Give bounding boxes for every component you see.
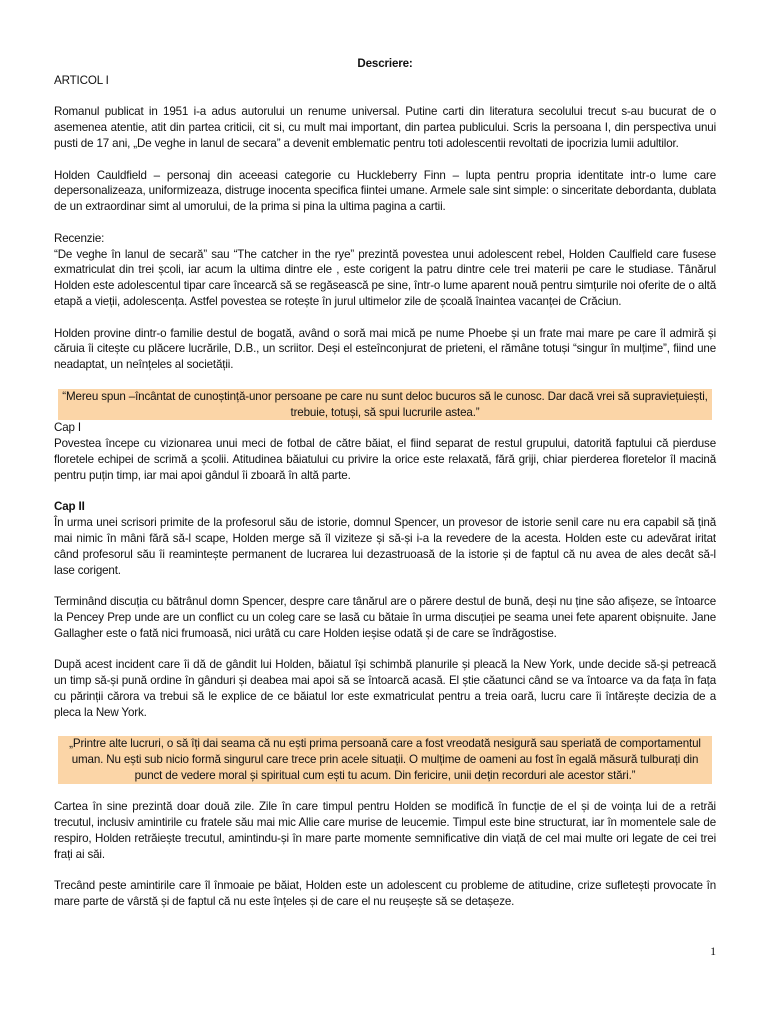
page-number: 1 — [710, 944, 716, 959]
highlighted-quote-2: „Printre alte lucruri, o să îți dai seama că nu ești prima persoană care a fost vreodată nesigură sau speriată de comportamentul uman. Nu ești sub nicio formă singurul care trece prin acele situații. O mulțime de oameni au fost în egală măsură tulburați din punct de vedere moral și spiritual cum ești tu acum. Din fericire, unii dețin recorduri ale acestor stări.” — [58, 736, 712, 783]
cap1-heading: Cap I — [54, 421, 81, 435]
highlighted-quote-1: “Mereu spun –încântat de cunoștință-unor persoane pe care nu sunt deloc bucuros să le cunosc. Dar dacă vrei să supraviețuiești, trebuie, totuși, să spui lucrurile astea.” — [58, 389, 712, 421]
spencer-paragraph: Terminând discuția cu bătrânul domn Spencer, despre care tânărul are o părere destul de bună, deși nu ține sảo afișeze, se întoarce la Pencey Prep unde are un conflict cu un coleg care se lasă cu bătaie în urma discuției pe seama unei fete aparent obișnuite. Jane Gallagher este o fată nici frumoasă, nici urâtă cu care Holden ieșise odată și de care se îndrăgostise. — [54, 595, 716, 640]
holden-paragraph: Holden Cauldfield – personaj din aceeasi categorie cu Huckleberry Finn – lupta pentru propria identitate intr-o lume care depersonalizeaza, uniformizeaza, distruge inocenta specifica fiintei umane. Armele sale sint simple: o sinceritate debordanta, dublata de un extraordinar simt al umorului, de la prima si pina la ultima pagina a cartii. — [54, 168, 716, 214]
familie-paragraph: Holden provine dintr-o familie destul de bogată, având o soră mai mică pe nume Phoebe și un frate mai mare pe care îl admiră și căruia îi citește cu plăcere lucrările, D.B., un scriitor. Deși el esteînconjurat de prieteni, el rămâne totuși “singur în mulțime”, fiind une neadaptat, un neînțeles al societății. — [54, 326, 716, 372]
intro-paragraph: Romanul publicat in 1951 i-a adus autorului un renume universal. Putine carti din literatura secolului trecut s-au bucurat de o asemenea atentie, atit din partea criticii, cit si, cu mult mai important, din partea publicului. Scris la persoana I, din perspectiva unui pusti de 17 ani, „De veghe in lanul de secara” a devenit emblematic pentru toti adolescentii revoltati de ipocrizia lumii adultilor. — [54, 105, 716, 150]
newyork-paragraph: După acest incident care îi dă de gândit lui Holden, băiatul își schimbă planurile și pleacă la New York, unde decide să-și petreacă un timp să-și pună ordine în gânduri și deabea mai apoi să se întoarcă acasă. El știe căatunci când se va întoarce va da fața în fața cu părinții cărora va trebui să le explice de ce băiatul lor este exmatriculat pentru a treia oară, lucru care îi întărește decizia de a pleca la New York. — [54, 658, 716, 719]
cap1-paragraph: Povestea începe cu vizionarea unui meci de fotbal de către băiat, el fiind separat de restul grupului, datorită faptului că pierduse floretele echipei de scrimă a școlii. Atitudinea băiatului cu privire la orice este relaxată, fără griji, chiar pierderea floretelor îl macină pentru puțin timp, iar mai apoi gândul îi zboară în altă parte. — [54, 437, 716, 482]
cap2-heading: Cap II — [54, 500, 85, 514]
article-heading: ARTICOL I — [54, 73, 109, 87]
recenzie-label: Recenzie: — [54, 231, 105, 245]
amintiri-paragraph: Trecând peste amintirile care îl înmoaie pe băiat, Holden este un adolescent cu probleme de atitudine, crize sufletești provocate în mare parte de vârstă și de faptul că nu este înțeles și de care el nu reușește să se detașeze. — [54, 879, 716, 909]
page-title: Descriere: — [357, 57, 413, 70]
recenzie-paragraph: “De veghe în lanul de secară” sau “The catcher in the rye” prezintă povestea unui adolescent rebel, Holden Caulfield care fusese exmatriculat din trei școli, iar acum la ultima dintre ele , este corigent la patru dintre cele trei materii pe care le studiase. Tânărul Holden este adolescentul tipar care încearcă să se regăsească pe sine, într-o lume aparent nouă pentru simțurile noi oferite de o altă etapă a vieții, adolescența. Astfel povestea se rotește în jurul ultimelor zile de școală înaintea vacanței de Crăciun. — [54, 247, 716, 308]
cap2-paragraph: În urma unei scrisori primite de la profesorul său de istorie, domnul Spencer, un provesor de istorie senil care nu era capabil să țină mai nimic în mâni fără să-l scape, Holden merge să îl viziteze și să-și i-a la revedere de la acesta. Holden este cu adevărat iritat când profesorul său îi reamintește permanent de lucrarea lui dezastruoasă de la istorie și de faptul că nu avea de ales decât să-l lase corigent. — [54, 516, 716, 577]
doua-zile-paragraph: Cartea în sine prezintă doar două zile. Zile în care timpul pentru Holden se modifică în funcție de el și de voința lui de a retrăi trecutul, inclusiv amintirile cu fratele său mai mic Allie care murise de leucemie. Timpul este bine structurat, iar în momentele sale de respiro, Holden retrăiește trecutul, amintindu-și în mare parte momente semnificative din viață de cel mai multe ori legate de cei trei frați ai săi. — [54, 800, 716, 861]
